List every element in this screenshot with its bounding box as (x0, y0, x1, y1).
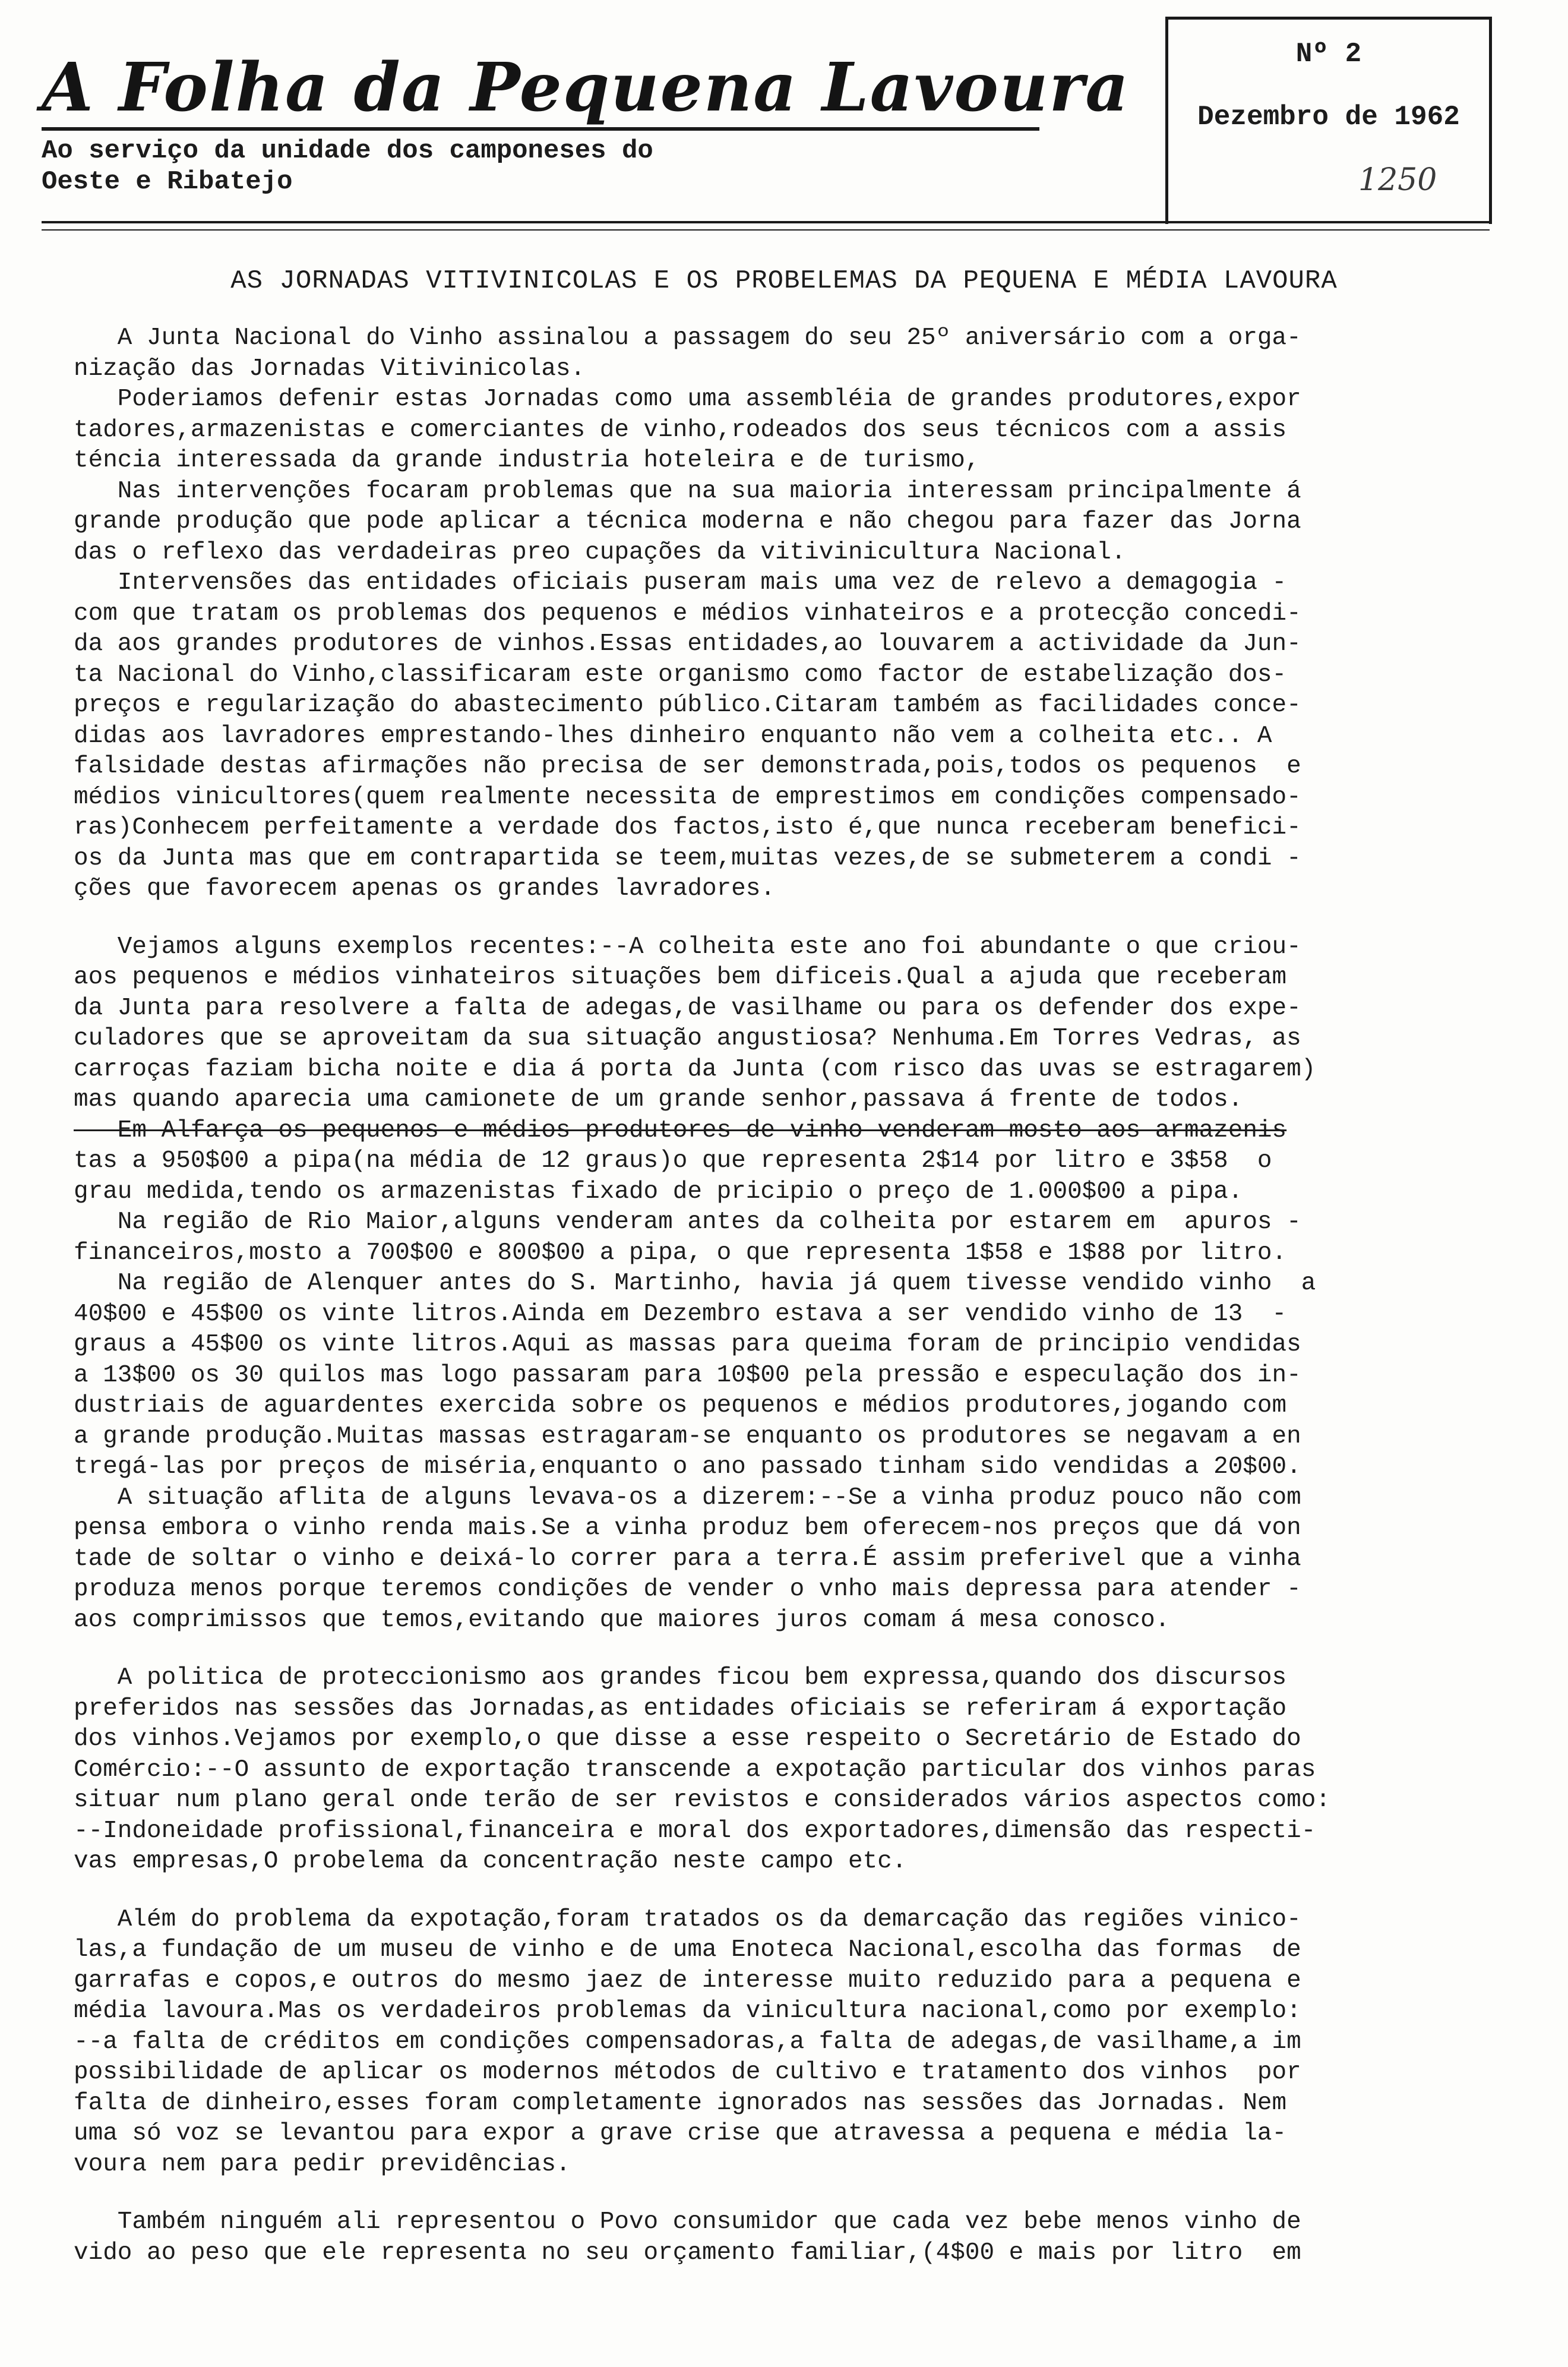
body-line: vido ao peso que ele representa no seu orçamento familiar,(4$00 e mais por litro em (74, 2239, 1301, 2267)
header-rule-thin (42, 229, 1490, 231)
body-line: aos comprimissos que temos,evitando que maiores juros comam á mesa conosco. (74, 1606, 1170, 1634)
body-line: a 13$00 os 30 quilos mas logo passaram para 10$00 pela pressão e especulação dos in- (74, 1361, 1301, 1389)
paragraph-1 (74, 323, 1517, 905)
body-line: 40$00 e 45$00 os vinte litros.Ainda em Dezembro estava a ser vendido vinho de 13 - (74, 1300, 1287, 1328)
body-line: aos pequenos e médios vinhateiros situações bem dificeis.Qual a ajuda que receberam (74, 964, 1287, 991)
body-line: tadores,armazenistas e comerciantes de vinho,rodeados dos seus técnicos com a assis (74, 416, 1287, 444)
body-line: possibilidade de aplicar os modernos métodos de cultivo e tratamento dos vinhos por (74, 2059, 1301, 2086)
body-line: mas quando aparecia uma camionete de um grande senhor,passava á frente de todos. (74, 1086, 1243, 1113)
body-line: --a falta de créditos em condições compensadoras,a falta de adegas,de vasilhame,a im (74, 2028, 1301, 2056)
body-line: falsidade destas afirmações não precisa de ser demonstrada,pois,todos os pequenos e (74, 753, 1301, 780)
body-line: culadores que se aproveitam da sua situação angustiosa? Nenhuma.Em Torres Vedras, as (74, 1025, 1301, 1052)
issue-box (1165, 17, 1492, 224)
body-line: médios vinicultores(quem realmente necessita de emprestimos em condições compensado- (74, 783, 1301, 811)
body-line: pensa embora o vinho renda mais.Se a vinha produz bem oferecem-nos preços que dá von (74, 1514, 1301, 1542)
body-line: Intervensões das entidades oficiais puseram mais uma vez de relevo a demagogia - (74, 569, 1287, 597)
subtitle-line-1: Ao serviço da unidade dos camponeses do (42, 136, 653, 166)
body-line: tade de soltar o vinho e deixá-lo correr para a terra.É assim preferivel que a vinha (74, 1545, 1301, 1573)
body-line: da aos grandes produtores de vinhos.Essas entidades,ao louvarem a actividade da Jun- (74, 630, 1301, 658)
body-line: nização das Jornadas Vitivinicolas. (74, 355, 586, 383)
body-line: Nas intervenções focaram problemas que na sua maioria interessam principalmente á (74, 477, 1301, 505)
body-line: Poderiamos defenir estas Jornadas como uma assembléia de grandes produtores,expor (74, 386, 1301, 413)
paragraph-4 (74, 1905, 1517, 2180)
body-line: graus a 45$00 os vinte litros.Aqui as massas para queima foram de principio vendidas (74, 1331, 1301, 1358)
body-line: --Indoneidade profissional,financeira e moral dos exportadores,dimensão das respecti- (74, 1817, 1316, 1845)
body-line: grau medida,tendo os armazenistas fixado de pricipio o preço de 1.000$00 a pipa. (74, 1178, 1243, 1205)
body-line: ras)Conhecem perfeitamente a verdade dos factos,isto é,que nunca receberam benefici- (74, 814, 1301, 841)
body-line: dos vinhos.Vejamos por exemplo,o que disse a esse respeito o Secretário de Estado do (74, 1725, 1301, 1753)
handwritten-note: 1250 (1358, 162, 1437, 198)
body-line: média lavoura.Mas os verdadeiros problemas da vinicultura nacional,como por exemplo: (74, 1997, 1301, 2025)
body-line: voura nem para pedir previdências. (74, 2150, 571, 2178)
body-line: carroças faziam bicha noite e dia á porta da Junta (com risco das uvas se estragarem) (74, 1055, 1316, 1083)
body-line: da Junta para resolvere a falta de adegas,de vasilhame ou para os defender dos expe- (74, 994, 1301, 1022)
body-line: das o reflexo das verdadeiras preo cupações da vitivinicultura Nacional. (74, 538, 1126, 566)
body-line: dustriais de aguardentes exercida sobre os pequenos e médios produtores,jogando com (74, 1392, 1287, 1419)
body-line: A politica de proteccionismo aos grandes ficou bem expressa,quando dos discursos (74, 1664, 1287, 1691)
masthead-subtitle (42, 135, 1051, 197)
masthead-underline (42, 127, 1039, 131)
body-line: os da Junta mas que em contrapartida se teem,muitas vezes,de se submeterem a condi - (74, 844, 1301, 872)
body-line: garrafas e copos,e outros do mesmo jaez de interesse muito reduzido para a pequena e (74, 1967, 1301, 1994)
issue-date: Dezembro de 1962 (1197, 102, 1460, 132)
body-line: Além do problema da expotação,foram tratados os da demarcação das regiões vinico- (74, 1905, 1301, 1933)
body-line: financeiros,mosto a 700$00 e 800$00 a pipa, o que representa 1$58 e 1$88 por litro. (74, 1239, 1287, 1267)
article-headline: AS JORNADAS VITIVINICOLAS E OS PROBELEMAS DA PEQUENA E MÉDIA LAVOURA (230, 266, 1338, 296)
body-line: Em Alfarça os pequenos e médios produtores de vinho venderam mosto aos armazenis (74, 1116, 1287, 1144)
body-line: falta de dinheiro,esses foram completamente ignorados nas sessões das Jornadas. Nem (74, 2089, 1287, 2117)
body-line: téncia interessada da grande industria hoteleira e de turismo, (74, 447, 980, 474)
body-line: Também ninguém ali representou o Povo consumidor que cada vez bebe menos vinho de (74, 2208, 1301, 2236)
body-line: Na região de Rio Maior,alguns venderam antes da colheita por estarem em apuros - (74, 1208, 1301, 1236)
body-line: uma só voz se levantou para expor a grave crise que atravessa a pequena e média la- (74, 2120, 1287, 2147)
header-rule (42, 221, 1490, 223)
body-line: didas aos lavradores emprestando-lhes dinheiro enquanto não vem a colheita etc.. A (74, 722, 1272, 750)
body-line: ta Nacional do Vinho,classificaram este organismo como factor de estabelização dos- (74, 661, 1287, 689)
paragraph-5 (74, 2207, 1517, 2268)
body-line: preços e regularização do abastecimento público.Citaram também as facilidades conce- (74, 692, 1301, 719)
body-line: vas empresas,O probelema da concentração neste campo etc. (74, 1848, 907, 1875)
article-body (74, 323, 1517, 2268)
masthead-title: A Folha da Pequena Lavoura (42, 49, 1130, 127)
body-line: produza menos porque teremos condições de vender o vnho mais depressa para atender - (74, 1576, 1301, 1603)
subtitle-line-2: Oeste e Ribatejo (42, 167, 293, 197)
paragraph-3 (74, 1663, 1517, 1877)
body-line: tas a 950$00 a pipa(na média de 12 graus)o que representa 2$14 por litro e 3$58 o (74, 1147, 1272, 1175)
body-line: Vejamos alguns exemplos recentes:--A colheita este ano foi abundante o que criou- (74, 933, 1301, 961)
body-line: Na região de Alenquer antes do S. Martinho, havia já quem tivesse vendido vinho a (74, 1270, 1316, 1297)
body-line: Comércio:--O assunto de exportação transcende a expotação particular dos vinhos paras (74, 1756, 1316, 1784)
body-line: grande produção que pode aplicar a técnica moderna e não chegou para fazer das Jorna (74, 508, 1301, 535)
body-line: ções que favorecem apenas os grandes lavradores. (74, 875, 775, 902)
paragraph-2 (74, 932, 1517, 1636)
body-line: preferidos nas sessões das Jornadas,as entidades oficiais se referiram á exportação (74, 1694, 1287, 1722)
body-line: com que tratam os problemas dos pequenos e médios vinhateiros e a protecção concedi- (74, 599, 1301, 627)
issue-number: Nº 2 (1295, 39, 1362, 70)
body-line: situar num plano geral onde terão de ser revistos e considerados vários aspectos como: (74, 1787, 1330, 1814)
body-line: tregá-las por preços de miséria,enquanto o ano passado tinham sido vendidas a 20$00. (74, 1453, 1301, 1481)
body-line: a grande produção.Muitas massas estragaram-se enquanto os produtores se negavam a en (74, 1422, 1301, 1450)
body-line: A Junta Nacional do Vinho assinalou a passagem do seu 25º aniversário com a orga- (74, 324, 1301, 352)
body-line: las,a fundação de um museu de vinho e de uma Enoteca Nacional,escolha das formas de (74, 1936, 1301, 1964)
body-line: A situação aflita de alguns levava-os a dizerem:--Se a vinha produz pouco não com (74, 1484, 1301, 1511)
